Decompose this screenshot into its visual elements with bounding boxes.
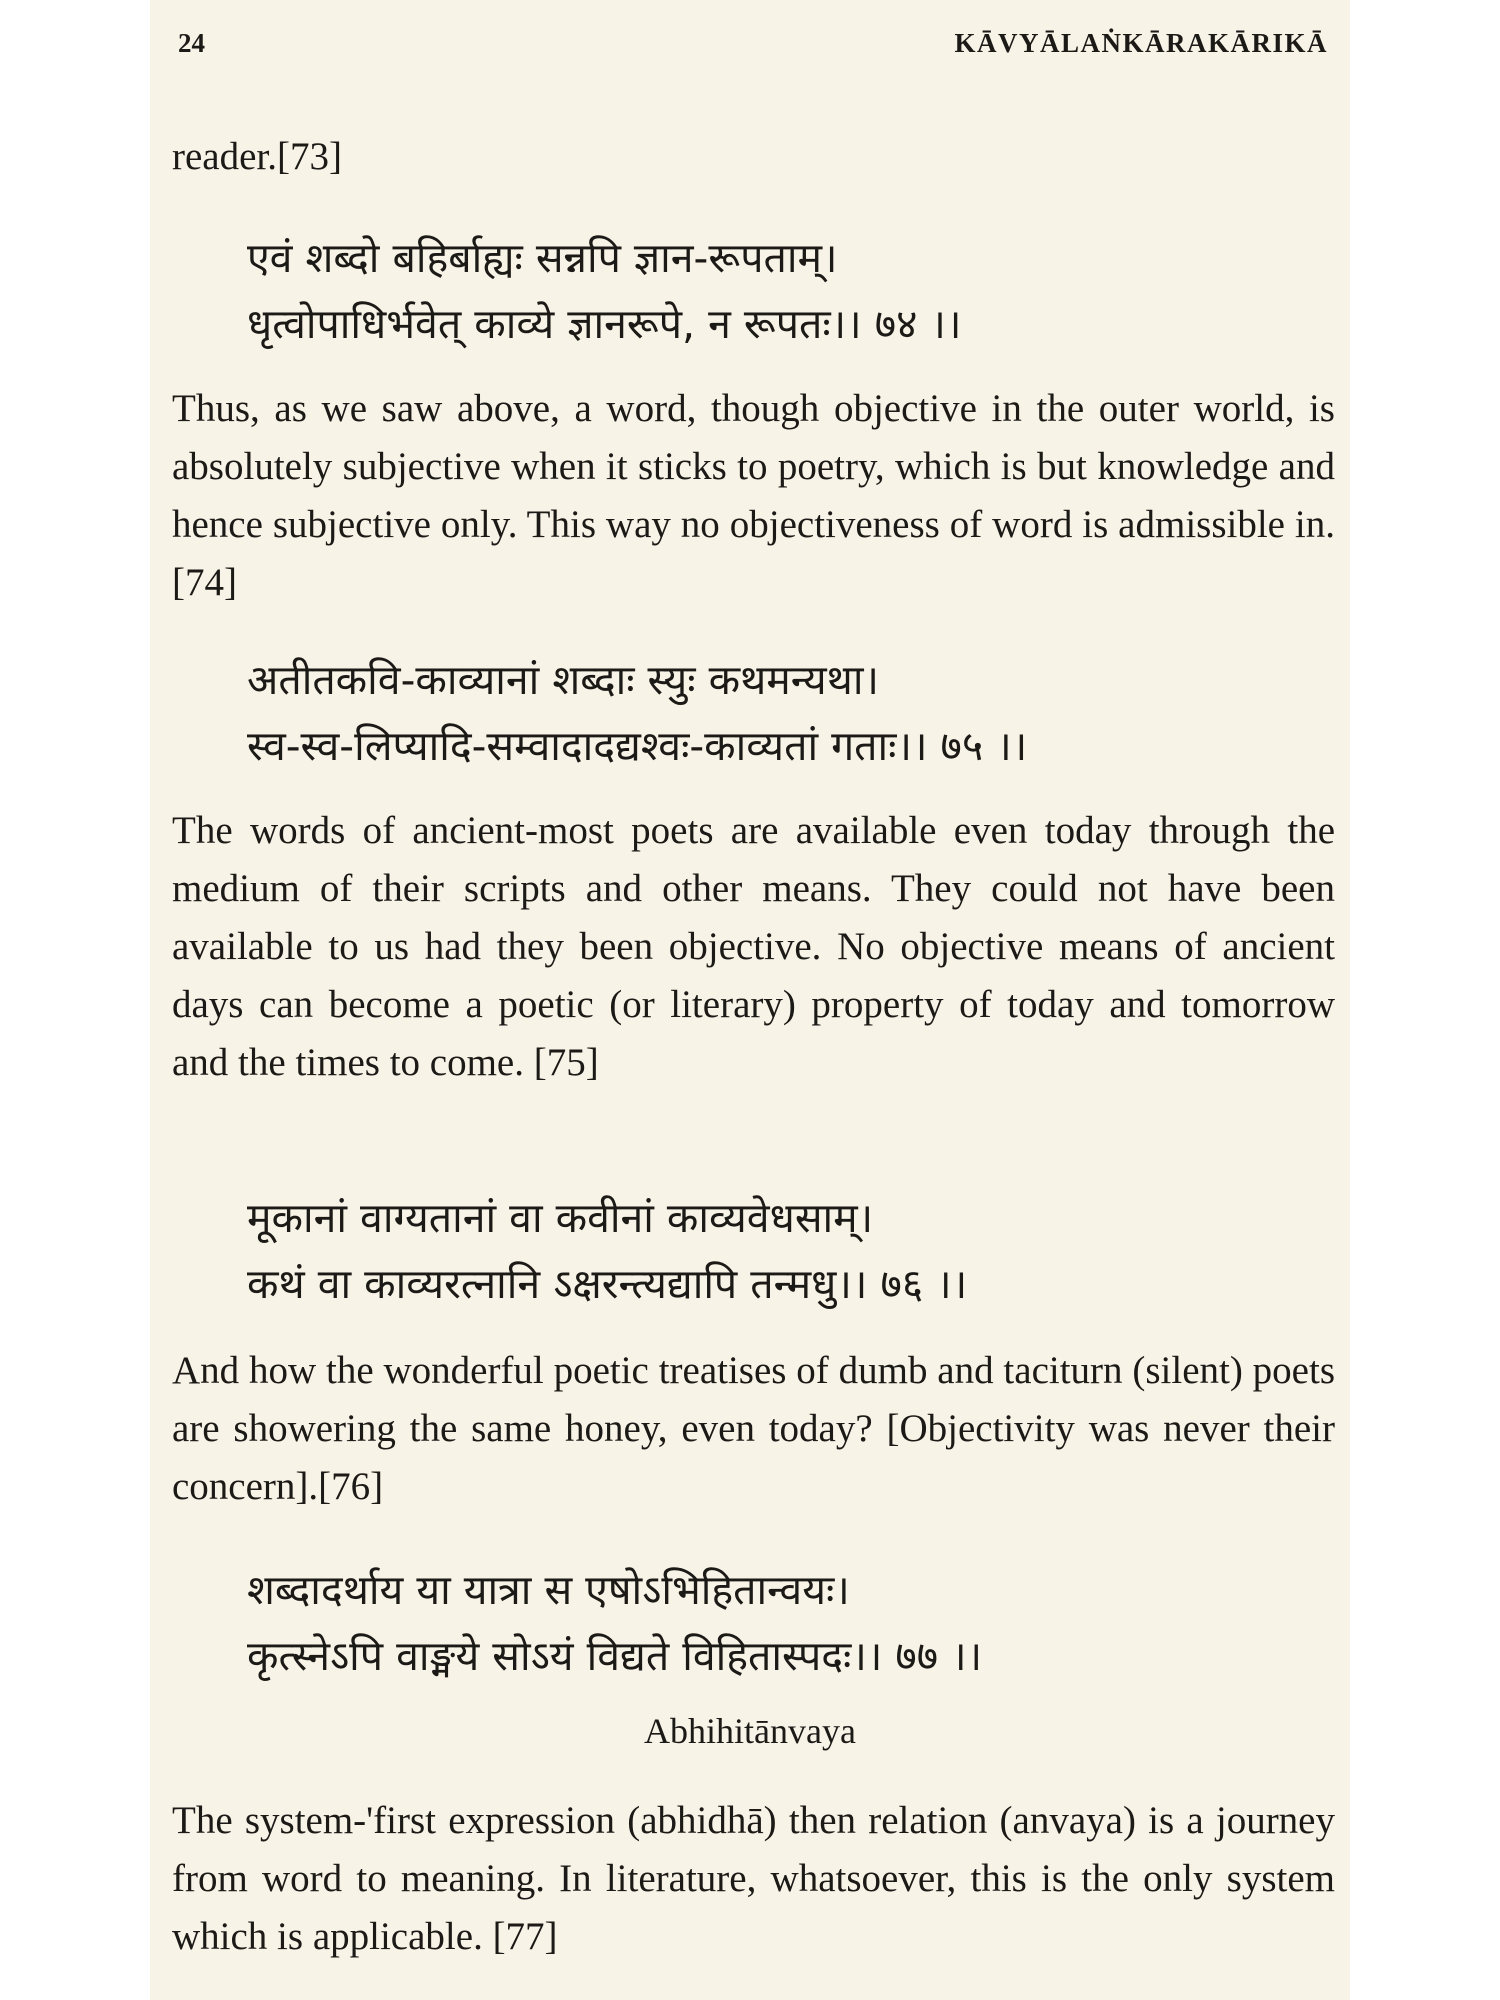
verse-76-line-2: कथं वा काव्यरत्नानि ऽक्षरन्त्यद्यापि तन्मधु।। ७६ ।। (247, 1260, 968, 1308)
section-subheading: Abhihitānvaya (644, 1711, 856, 1751)
sanskrit-verse-75 (247, 647, 1277, 779)
verse-75-line-1: अतीतकवि-काव्यानां शब्दाः स्युः कथमन्यथा। (247, 656, 880, 704)
verse-76-line-1: मूकानां वाग्यतानां वा कवीनां काव्यवेधसाम्। (247, 1194, 874, 1242)
translation-paragraph-77: The system-'first expression (abhidhā) then relation (anvaya) is a journey from word to meaning. In literature, whatsoever, this is the only system which is applicable. [77] (172, 1799, 1335, 1958)
page-number: 24 (178, 28, 205, 58)
translation-paragraph-75: The words of ancient-most poets are available even today through the medium of their scripts and other means. They could not have been available to us had they been objective. No objective means of ancient days can become a poetic (or literary) property of today and tomorrow and the times to come. [75] (172, 809, 1335, 1084)
book-page (150, 0, 1350, 2000)
running-title: KĀVYĀLAṄKĀRAKĀRIKĀ (954, 28, 1328, 58)
translation-paragraph-74: Thus, as we saw above, a word, though objective in the outer world, is absolutely subjective when it sticks to poetry, which is but knowledge and hence subjective only. This way no objectiveness of word is admissible in. [74] (172, 387, 1335, 604)
sanskrit-verse-74 (247, 225, 1277, 357)
verse-77-line-1: शब्दादर्थाय या यात्रा स एषोऽभिहितान्वयः। (247, 1566, 850, 1614)
verse-74-line-1: एवं शब्दो बहिर्बाह्यः सन्नपि ज्ञान-रूपताम्। (247, 234, 838, 282)
sanskrit-verse-76 (247, 1185, 1277, 1317)
paragraph-continuation: reader.[73] (172, 135, 342, 178)
verse-77-line-2: कृत्स्नेऽपि वाङ्मये सोऽयं विद्यते विहितास्पदः।। ७७ ।। (247, 1632, 983, 1680)
translation-paragraph-76: And how the wonderful poetic treatises of dumb and taciturn (silent) poets are showering the same honey, even today? [Objectivity was never their concern].[76] (172, 1349, 1335, 1508)
verse-75-line-2: स्व-स्व-लिप्यादि-सम्वादादद्यश्वः-काव्यतां गताः।। ७५ ।। (247, 722, 1028, 770)
sanskrit-verse-77 (247, 1557, 1277, 1689)
verse-74-line-2: धृत्वोपाधिर्भवेत् काव्ये ज्ञानरूपे, न रूपतः।। ७४ ।। (247, 300, 962, 348)
